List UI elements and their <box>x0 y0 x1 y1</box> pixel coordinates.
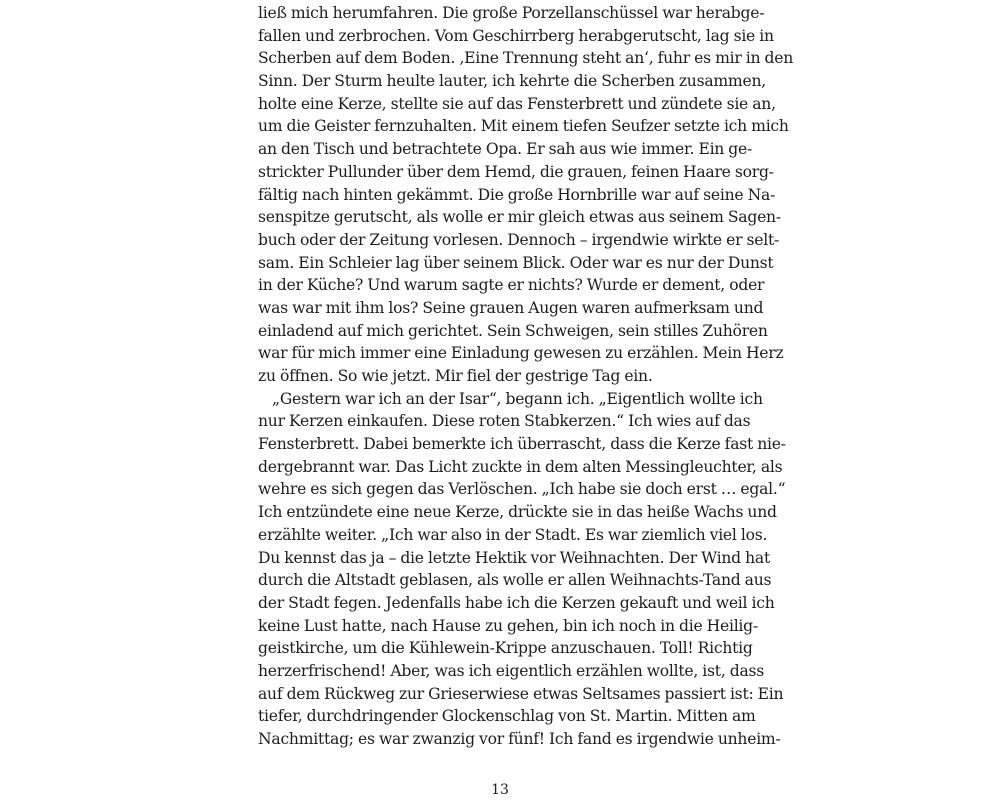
text-line: Sinn. Der Sturm heulte lauter, ich kehrte die Scherben zusammen, <box>258 72 766 91</box>
text-line: buch oder der Zeitung vorlesen. Dennoch – irgendwie wirkte er selt- <box>258 230 780 249</box>
text-line: strickter Pullunder über dem Hemd, die grauen, feinen Haare sorg- <box>258 162 774 181</box>
text-line: fallen und zerbrochen. Vom Geschirrberg herabgerutscht, lag sie in <box>258 26 774 45</box>
text-line: tiefer, durchdringender Glockenschlag von St. Martin. Mitten am <box>258 707 756 726</box>
text-line: fältig nach hinten gekämmt. Die große Hornbrille war auf seine Na- <box>258 185 776 204</box>
text-line: erzählte weiter. „Ich war also in der Stadt. Es war ziemlich viel los. <box>258 525 768 544</box>
text-line: nur Kerzen einkaufen. Diese roten Stabkerzen.“ Ich wies auf das <box>258 412 751 431</box>
text-line: ließ mich herumfahren. Die große Porzellanschüssel war herabge- <box>258 4 765 22</box>
text-line: durch die Altstadt geblasen, als wolle er allen Weihnachts-Tand aus <box>258 571 772 590</box>
text-line: dergebrannt war. Das Licht zuckte in dem alten Messingleuchter, als <box>258 457 783 476</box>
text-line: war für mich immer eine Einladung gewesen zu erzählen. Mein Herz <box>258 344 784 363</box>
text-line: zu öffnen. So wie jetzt. Mir fiel der gestrige Tag ein. <box>258 367 653 385</box>
text-line: Nachmittag; es war zwanzig vor fünf! Ich fand es irgendwie unheim- <box>258 730 781 748</box>
text-line: in der Küche? Und warum sagte er nichts? Wurde er dement, oder <box>258 276 765 295</box>
text-line: Scherben auf dem Boden. ‚Eine Trennung steht an‘, fuhr es mir in den <box>258 49 793 68</box>
text-line: herzerfrischend! Aber, was ich eigentlich erzählen wollte, ist, dass <box>258 661 765 680</box>
text-line: Ich entzündete eine neue Kerze, drückte sie in das heiße Wachs und <box>258 503 777 522</box>
text-line: Fensterbrett. Dabei bemerkte ich überrascht, dass die Kerze fast nie- <box>258 435 786 454</box>
text-line: um die Geister fernzuhalten. Mit einem tiefen Seufzer setzte ich mich <box>258 117 789 136</box>
text-line: der Stadt fegen. Jedenfalls habe ich die Kerzen gekauft und weil ich <box>258 593 775 612</box>
text-line: holte eine Kerze, stellte sie auf das Fensterbrett und zündete sie an, <box>258 94 776 113</box>
text-line: keine Lust hatte, nach Hause zu gehen, bin ich noch in die Heilig- <box>258 616 758 635</box>
text-line: an den Tisch und betrachtete Opa. Er sah aus wie immer. Ein ge- <box>258 140 753 159</box>
text-line: auf dem Rückweg zur Grieserwiese etwas Seltsames passiert ist: Ein <box>258 684 784 703</box>
text-line: was war mit ihm los? Seine grauen Augen waren aufmerksam und <box>258 298 764 317</box>
text-line: senspitze gerutscht, als wolle er mir gleich etwas aus seinem Sagen- <box>258 208 781 227</box>
page-number: 13 <box>491 782 509 798</box>
text-line: Du kennst das ja – die letzte Hektik vor Weihnachten. Der Wind hat <box>258 548 770 567</box>
text-line: einladend auf mich gerichtet. Sein Schweigen, sein stilles Zuhören <box>258 321 768 340</box>
text-line: geistkirche, um die Kühlewein-Krippe anzuschauen. Toll! Richtig <box>258 639 753 658</box>
text-line: wehre es sich gegen das Verlöschen. „Ich habe sie doch erst … egal.“ <box>258 480 786 499</box>
body-text <box>258 2 793 751</box>
text-line: „Gestern war ich an der Isar“, begann ich. „Eigentlich wollte ich <box>272 389 763 408</box>
text-line: sam. Ein Schleier lag über seinem Blick. Oder war es nur der Dunst <box>258 253 774 272</box>
